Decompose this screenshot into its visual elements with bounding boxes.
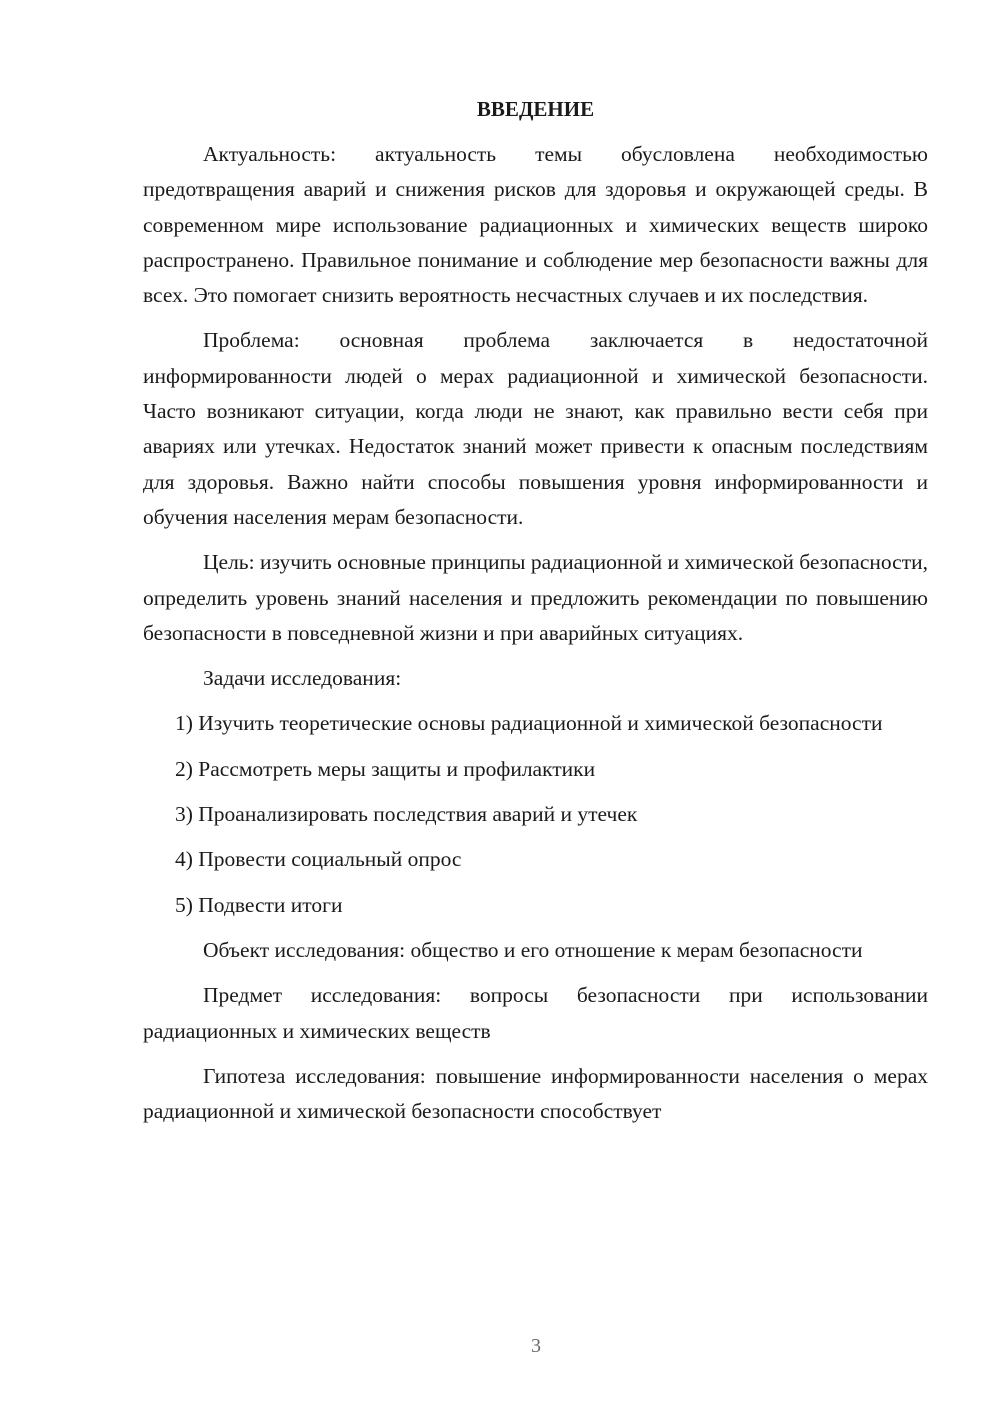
paragraph-hypothesis: Гипотеза исследования: повышение информированности населения о мерах радиационной и химической безопасности способствует xyxy=(143,1063,928,1124)
task-item-3: 3) Проанализировать последствия аварий и утечек xyxy=(175,802,638,827)
paragraph-object: Объект исследования: общество и его отношение к мерам безопасности xyxy=(203,937,863,962)
task-item-5: 5) Подвести итоги xyxy=(175,892,343,917)
task-item-1: 1) Изучить теоретические основы радиационной и химической безопасности xyxy=(175,711,883,736)
paragraph-goal: Цель: изучить основные принципы радиационной и химической безопасности, определить уровень знаний населения и предложить рекомендации по повышению безопасности в повседневной жизни и при аварийных ситуациях. xyxy=(143,550,928,645)
task-item-4: 4) Провести социальный опрос xyxy=(175,847,462,872)
paragraph-subject: Предмет исследования: вопросы безопасности при использовании радиационных и химических веществ xyxy=(143,983,928,1043)
document-page xyxy=(143,92,928,1139)
page-number: 3 xyxy=(531,1335,541,1357)
paragraph-problem: Проблема: основная проблема заключается в недостаточной информированности людей о мерах радиационной и химической безопасности. Часто возникают ситуации, когда люди не знают, как правильно вести себя при авариях или утечках. Недостаток знаний может привести к опасным последствиям для здоровья. Важно найти способы повышения уровня информированности и обучения населения мерам безопасности. xyxy=(143,328,928,529)
task-item-2: 2) Рассмотреть меры защиты и профилактики xyxy=(175,756,596,781)
paragraph-relevance: Актуальность: актуальность темы обусловлена необходимостью предотвращения аварий и снижения рисков для здоровья и окружающей среды. В современном мире использование радиационных и химических веществ широко распространено. Правильное понимание и соблюдение мер безопасности важны для всех. Это помогает снизить вероятность несчастных случаев и их последствия. xyxy=(143,142,928,308)
tasks-heading: Задачи исследования: xyxy=(203,666,402,691)
section-title: ВВЕДЕНИЕ xyxy=(476,97,595,121)
